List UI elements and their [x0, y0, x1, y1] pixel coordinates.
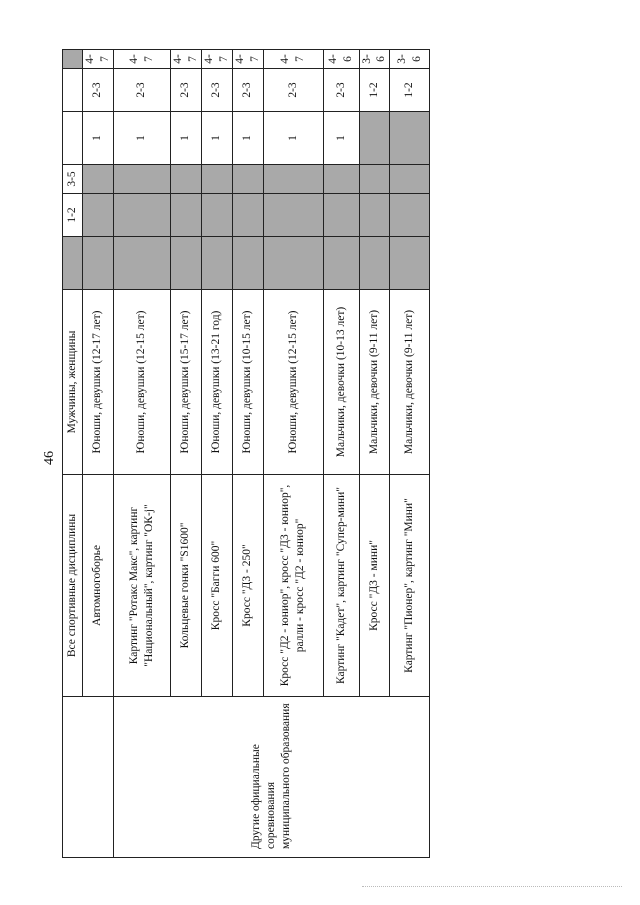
- discipline-cell: Автомногоборье: [83, 475, 114, 697]
- discipline-cell: Кольцевые гонки "S1600": [170, 475, 201, 697]
- gray-cell: [359, 165, 390, 194]
- group-cell: Мальчики, девочки (9-11 лет): [359, 290, 390, 475]
- place-cell: 1-2: [390, 69, 430, 112]
- place-cell: 1: [113, 112, 170, 165]
- gray-cell: [390, 165, 430, 194]
- place-cell: 1: [170, 112, 201, 165]
- place-cell: 4-7: [232, 50, 263, 69]
- gray-cell: [201, 237, 232, 290]
- bottom-dotted-line: [362, 886, 622, 887]
- discipline-cell: Картинг "Ротакс Макс", картинг "Национальный", картинг "ОК-j": [113, 475, 170, 697]
- discipline-cell: Кросс "Д3 - 250": [232, 475, 263, 697]
- place-cell: 4-7: [201, 50, 232, 69]
- gray-cell: [113, 194, 170, 237]
- gray-cell: [263, 165, 323, 194]
- gray-cell: [263, 194, 323, 237]
- place-cell: 2-3: [323, 69, 359, 112]
- group-cell: Юноши, девушки (10-15 лет): [232, 290, 263, 475]
- group-cell: Юноши, девушки (15-17 лет): [170, 290, 201, 475]
- place-cell: 4-7: [113, 50, 170, 69]
- place-cell: 2-3: [201, 69, 232, 112]
- gray-cell: [170, 165, 201, 194]
- gray-cell: [113, 165, 170, 194]
- gray-cell: [263, 237, 323, 290]
- gray-cell: [201, 165, 232, 194]
- header-discipline: Все спортивные дисциплины: [63, 475, 83, 697]
- gray-cell: [232, 165, 263, 194]
- page-number: 46: [42, 451, 57, 465]
- gray-cell: [359, 112, 390, 165]
- gray-cell: [170, 237, 201, 290]
- discipline-cell: Кросс "Д2 - юниор", кросс "Д3 - юниор", ралли - кросс "Д2 - юниор": [263, 475, 323, 697]
- place-cell: 1: [263, 112, 323, 165]
- header-blank: [63, 69, 83, 112]
- place-cell: 1-2: [359, 69, 390, 112]
- place-cell: 1: [323, 112, 359, 165]
- place-cell: 4-7: [170, 50, 201, 69]
- gray-cell: [170, 194, 201, 237]
- gray-cell: [359, 194, 390, 237]
- place-cell: 4-7: [83, 50, 114, 69]
- group-cell: Юноши, девушки (12-15 лет): [263, 290, 323, 475]
- category-cell: Другие официальные соревнования муниципального образования: [113, 697, 430, 858]
- header-sub2: 3-5: [63, 165, 83, 194]
- place-cell: 2-3: [232, 69, 263, 112]
- place-cell: 3-6: [359, 50, 390, 69]
- header-blank: [63, 112, 83, 165]
- discipline-cell: Кросс "Д3 - мини": [359, 475, 390, 697]
- gray-cell: [113, 237, 170, 290]
- place-cell: 2-3: [113, 69, 170, 112]
- header-gray: [63, 237, 83, 290]
- place-cell: 2-3: [83, 69, 114, 112]
- gray-cell: [359, 237, 390, 290]
- gray-cell: [83, 165, 114, 194]
- gray-cell: [323, 194, 359, 237]
- place-cell: 1: [232, 112, 263, 165]
- gray-cell: [83, 194, 114, 237]
- gray-cell: [390, 112, 430, 165]
- place-cell: 4-7: [263, 50, 323, 69]
- group-cell: Юноши, девушки (13-21 год): [201, 290, 232, 475]
- group-cell: Юноши, девушки (12-15 лет): [113, 290, 170, 475]
- sports-table: [62, 49, 430, 858]
- header-sub1: 1-2: [63, 194, 83, 237]
- empty-corner: [63, 697, 114, 858]
- place-cell: 3-6: [390, 50, 430, 69]
- discipline-cell: Картинг "Пионер", картинг "Мини": [390, 475, 430, 697]
- place-cell: 1: [83, 112, 114, 165]
- header-gray: [63, 50, 83, 69]
- gray-cell: [390, 237, 430, 290]
- group-cell: Юноши, девушки (12-17 лет): [83, 290, 114, 475]
- place-cell: 4-6: [323, 50, 359, 69]
- header-groups: Мужчины, женщины: [63, 290, 83, 475]
- gray-cell: [390, 194, 430, 237]
- discipline-cell: Кросс "Багги 600": [201, 475, 232, 697]
- rotated-page: [42, 50, 423, 858]
- gray-cell: [323, 165, 359, 194]
- place-cell: 1: [201, 112, 232, 165]
- gray-cell: [232, 194, 263, 237]
- gray-cell: [83, 237, 114, 290]
- gray-cell: [323, 237, 359, 290]
- group-cell: Мальчики, девочки (9-11 лет): [390, 290, 430, 475]
- place-cell: 2-3: [170, 69, 201, 112]
- group-cell: Мальчики, девочки (10-13 лет): [323, 290, 359, 475]
- gray-cell: [201, 194, 232, 237]
- discipline-cell: Картинг "Кадет", картинг "Супер-мини": [323, 475, 359, 697]
- place-cell: 2-3: [263, 69, 323, 112]
- gray-cell: [232, 237, 263, 290]
